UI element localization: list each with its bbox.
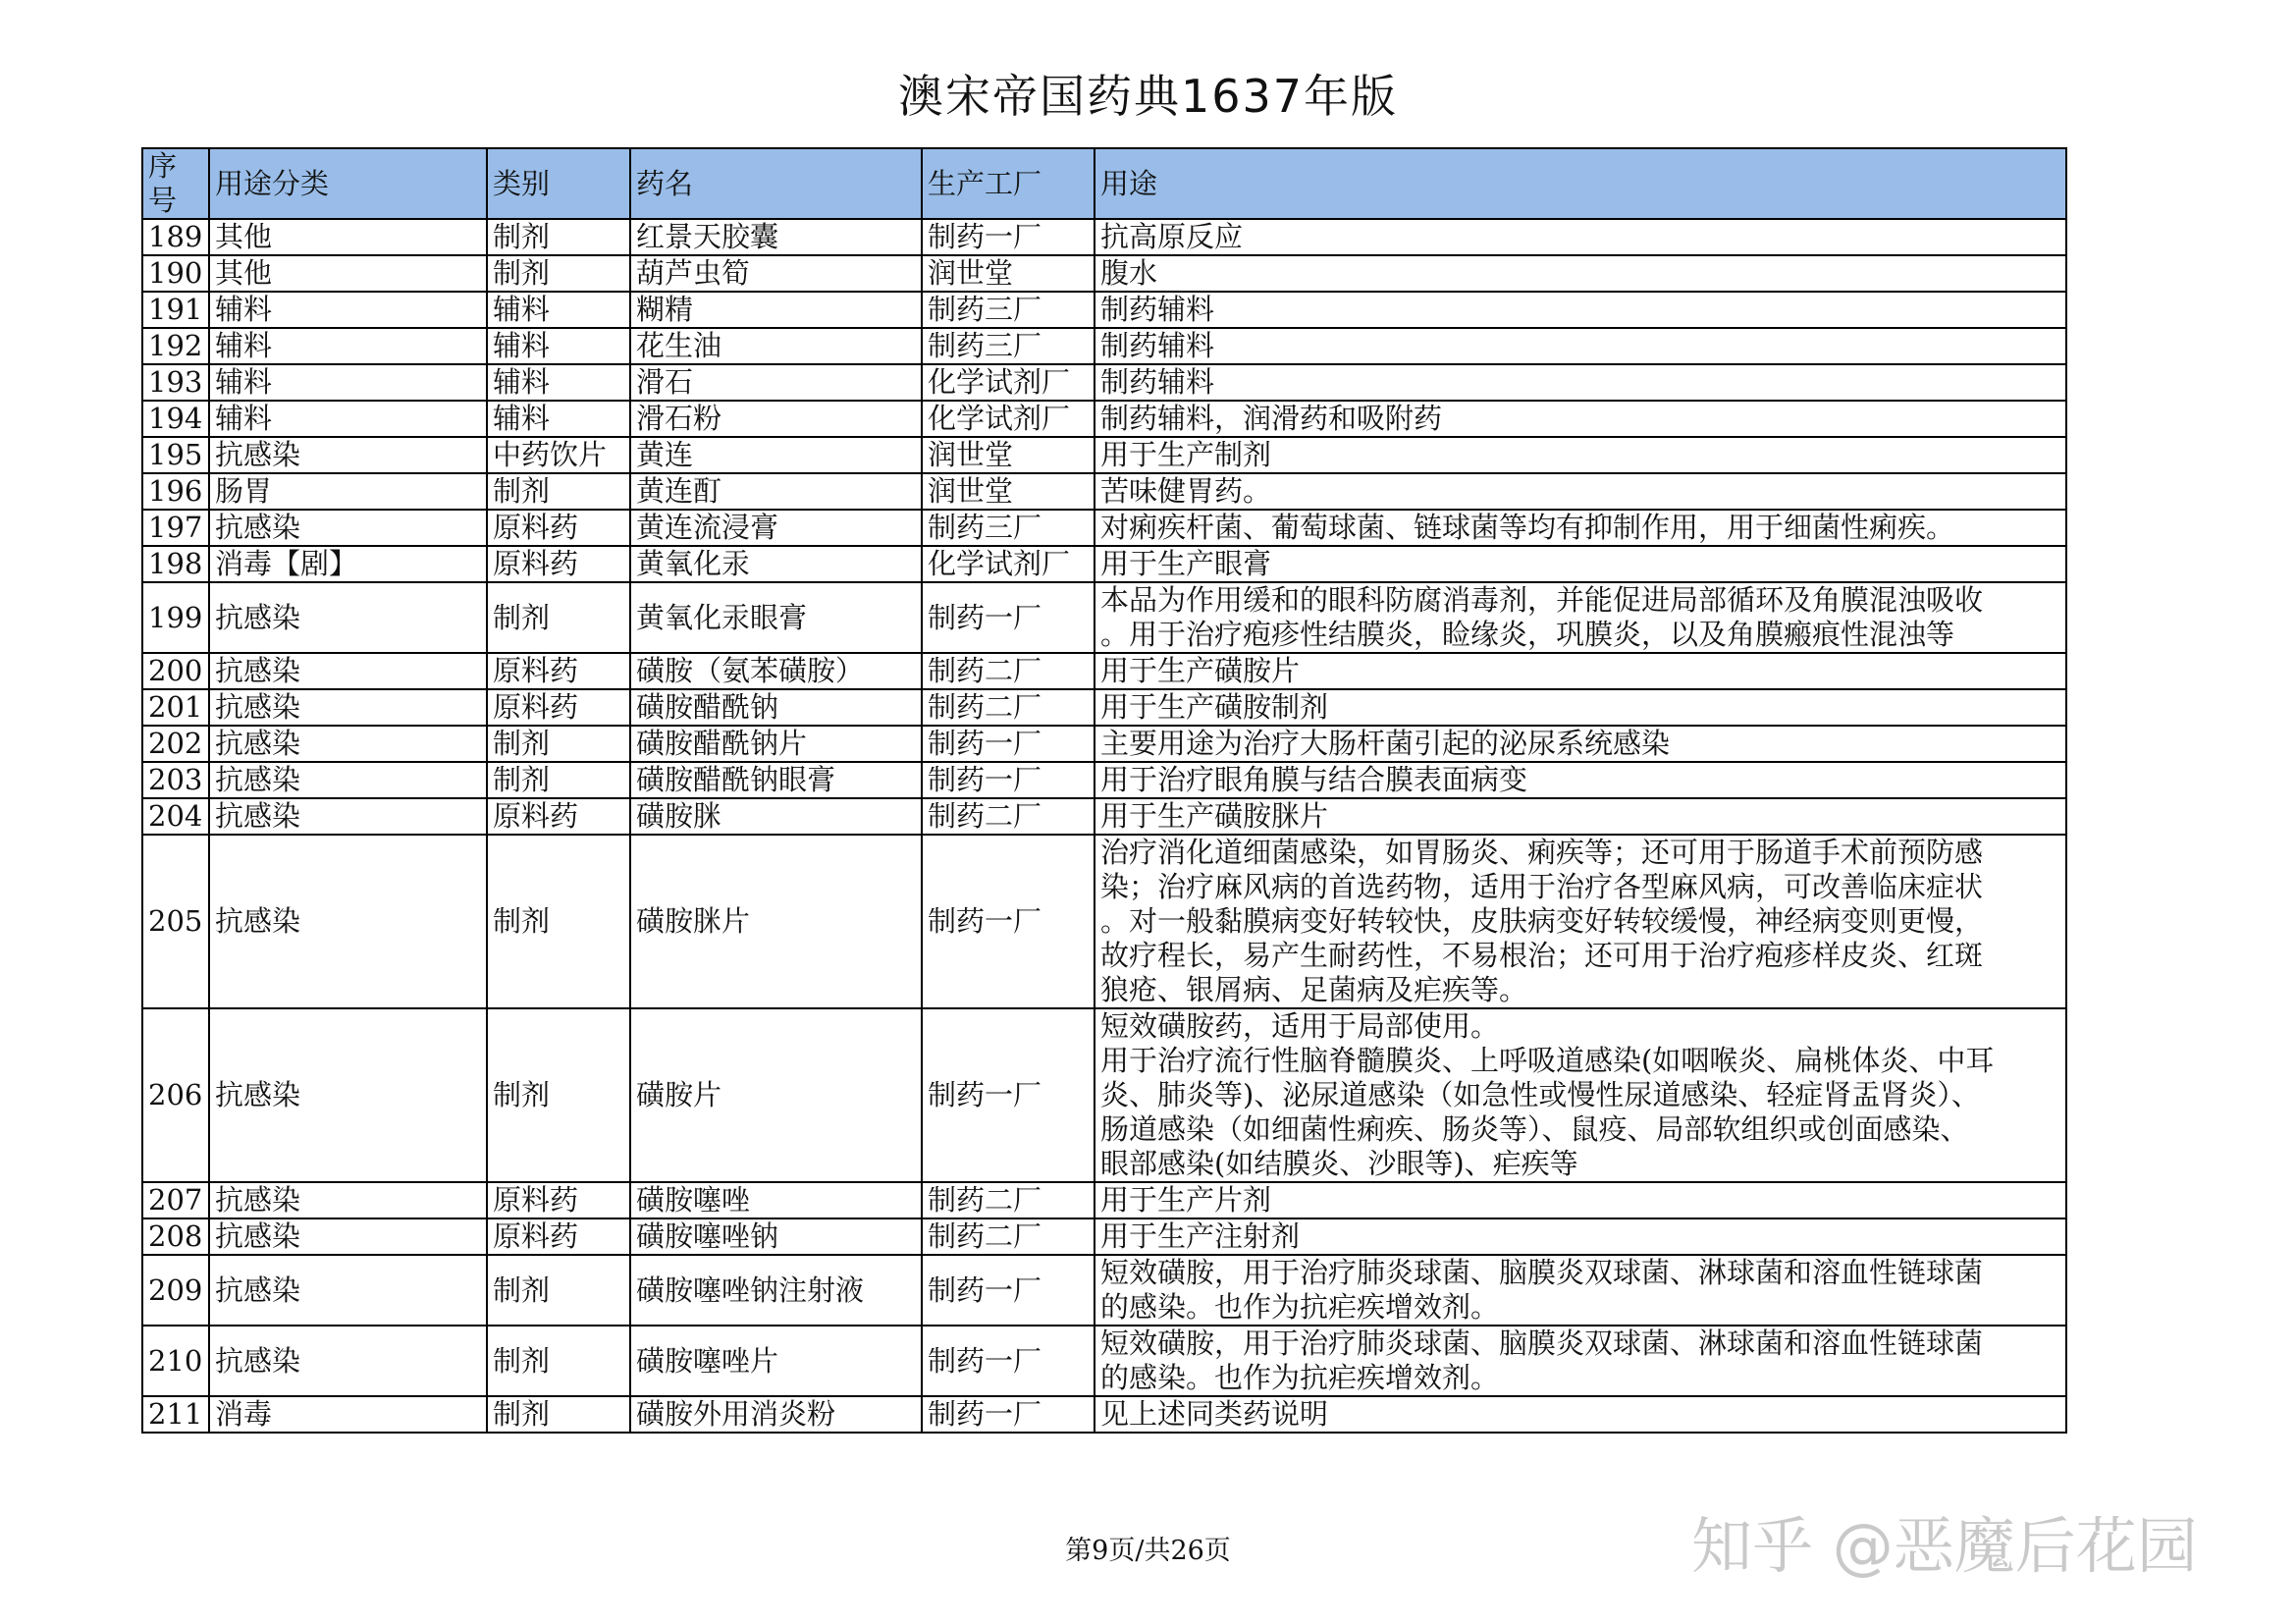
cell-type: 制剂 xyxy=(487,726,630,762)
cell-type: 制剂 xyxy=(487,1255,630,1326)
cell-index: 192 xyxy=(142,328,209,364)
cell-usage-category: 抗感染 xyxy=(209,1326,487,1396)
cell-usage: 用于治疗眼角膜与结合膜表面病变 xyxy=(1095,762,2066,798)
cell-type: 中药饮片 xyxy=(487,437,630,473)
cell-index: 209 xyxy=(142,1255,209,1326)
page-title: 澳宋帝国药典1637年版 xyxy=(897,70,1399,123)
cell-usage: 主要用途为治疗大肠杆菌引起的泌尿系统感染 xyxy=(1095,726,2066,762)
cell-usage-category: 辅料 xyxy=(209,328,487,364)
cell-usage-category: 抗感染 xyxy=(209,762,487,798)
cell-usage: 抗高原反应 xyxy=(1095,219,2066,255)
cell-factory: 制药一厂 xyxy=(922,1396,1095,1433)
cell-type: 制剂 xyxy=(487,582,630,653)
cell-type: 制剂 xyxy=(487,762,630,798)
table-row xyxy=(142,1255,2066,1326)
cell-type: 辅料 xyxy=(487,292,630,328)
drug-table xyxy=(141,147,2067,1434)
cell-factory: 化学试剂厂 xyxy=(922,401,1095,437)
cell-index: 197 xyxy=(142,510,209,546)
cell-factory: 润世堂 xyxy=(922,473,1095,510)
cell-usage-category: 辅料 xyxy=(209,401,487,437)
table-row xyxy=(142,292,2066,328)
cell-index: 193 xyxy=(142,364,209,401)
cell-usage: 制药辅料 xyxy=(1095,364,2066,401)
cell-drug-name: 黄连酊 xyxy=(630,473,922,510)
cell-type: 辅料 xyxy=(487,328,630,364)
cell-drug-name: 磺胺醋酰钠片 xyxy=(630,726,922,762)
cell-factory: 化学试剂厂 xyxy=(922,546,1095,582)
cell-type: 原料药 xyxy=(487,689,630,726)
cell-type: 制剂 xyxy=(487,473,630,510)
cell-index: 196 xyxy=(142,473,209,510)
cell-usage-category: 抗感染 xyxy=(209,835,487,1008)
cell-drug-name: 滑石粉 xyxy=(630,401,922,437)
cell-usage: 短效磺胺，用于治疗肺炎球菌、脑膜炎双球菌、淋球菌和溶血性链球菌 的感染。也作为抗疟疾增效剂。 xyxy=(1095,1326,2066,1396)
table-row xyxy=(142,1008,2066,1182)
cell-usage-category: 消毒 xyxy=(209,1396,487,1433)
cell-factory: 制药三厂 xyxy=(922,328,1095,364)
column-header-factory: 生产工厂 xyxy=(922,148,1095,219)
cell-drug-name: 滑石 xyxy=(630,364,922,401)
cell-factory: 制药一厂 xyxy=(922,1255,1095,1326)
cell-factory: 制药二厂 xyxy=(922,689,1095,726)
cell-drug-name: 磺胺噻唑钠注射液 xyxy=(630,1255,922,1326)
cell-factory: 制药一厂 xyxy=(922,762,1095,798)
cell-factory: 制药二厂 xyxy=(922,1218,1095,1255)
cell-usage: 见上述同类药说明 xyxy=(1095,1396,2066,1433)
table-row xyxy=(142,437,2066,473)
table-row xyxy=(142,401,2066,437)
cell-index: 189 xyxy=(142,219,209,255)
cell-index: 200 xyxy=(142,653,209,689)
table-row xyxy=(142,798,2066,835)
cell-usage: 本品为作用缓和的眼科防腐消毒剂，并能促进局部循环及角膜混浊吸收 。用于治疗疱疹性结膜炎，睑缘炎，巩膜炎，以及角膜瘢痕性混浊等 xyxy=(1095,582,2066,653)
cell-usage: 用于生产制剂 xyxy=(1095,437,2066,473)
cell-type: 原料药 xyxy=(487,1218,630,1255)
table-row xyxy=(142,546,2066,582)
cell-usage-category: 抗感染 xyxy=(209,1218,487,1255)
cell-usage-category: 抗感染 xyxy=(209,1255,487,1326)
table-row xyxy=(142,364,2066,401)
cell-usage-category: 辅料 xyxy=(209,364,487,401)
cell-factory: 润世堂 xyxy=(922,255,1095,292)
cell-factory: 制药三厂 xyxy=(922,510,1095,546)
cell-usage: 用于生产磺胺脒片 xyxy=(1095,798,2066,835)
column-header-usage: 用途 xyxy=(1095,148,2066,219)
cell-usage: 用于生产磺胺制剂 xyxy=(1095,689,2066,726)
cell-usage: 短效磺胺药，适用于局部使用。 用于治疗流行性脑脊髓膜炎、上呼吸道感染(如咽喉炎、扁桃体炎、中耳 炎、肺炎等)、泌尿道感染（如急性或慢性尿道感染、轻症肾盂肾炎）、 肠道感染（如细菌性痢疾、肠炎等）、鼠疫、局部软组织或创面感染、 眼部感染(如结膜炎、沙眼等)、疟疾等 xyxy=(1095,1008,2066,1182)
cell-drug-name: 磺胺噻唑 xyxy=(630,1182,922,1218)
cell-type: 原料药 xyxy=(487,1182,630,1218)
cell-usage: 用于生产注射剂 xyxy=(1095,1218,2066,1255)
cell-usage: 短效磺胺，用于治疗肺炎球菌、脑膜炎双球菌、淋球菌和溶血性链球菌 的感染。也作为抗疟疾增效剂。 xyxy=(1095,1255,2066,1326)
cell-usage: 用于生产片剂 xyxy=(1095,1182,2066,1218)
column-header-usage-category: 用途分类 xyxy=(209,148,487,219)
table-row xyxy=(142,762,2066,798)
cell-factory: 制药二厂 xyxy=(922,798,1095,835)
cell-factory: 制药三厂 xyxy=(922,292,1095,328)
cell-usage: 对痢疾杆菌、葡萄球菌、链球菌等均有抑制作用，用于细菌性痢疾。 xyxy=(1095,510,2066,546)
cell-usage-category: 辅料 xyxy=(209,292,487,328)
cell-drug-name: 红景天胶囊 xyxy=(630,219,922,255)
cell-usage-category: 抗感染 xyxy=(209,437,487,473)
cell-drug-name: 磺胺脒 xyxy=(630,798,922,835)
cell-type: 制剂 xyxy=(487,219,630,255)
watermark: 知乎 @恶魔后花园 xyxy=(1691,1510,2198,1582)
cell-index: 198 xyxy=(142,546,209,582)
cell-drug-name: 磺胺片 xyxy=(630,1008,922,1182)
cell-type: 原料药 xyxy=(487,510,630,546)
cell-index: 194 xyxy=(142,401,209,437)
table-row xyxy=(142,835,2066,1008)
table-row xyxy=(142,689,2066,726)
cell-drug-name: 磺胺醋酰钠 xyxy=(630,689,922,726)
cell-index: 199 xyxy=(142,582,209,653)
cell-drug-name: 黄氧化汞 xyxy=(630,546,922,582)
cell-drug-name: 磺胺脒片 xyxy=(630,835,922,1008)
cell-type: 辅料 xyxy=(487,364,630,401)
cell-index: 211 xyxy=(142,1396,209,1433)
table-row xyxy=(142,473,2066,510)
cell-factory: 制药二厂 xyxy=(922,653,1095,689)
cell-factory: 制药二厂 xyxy=(922,1182,1095,1218)
table-row xyxy=(142,1182,2066,1218)
table-row xyxy=(142,219,2066,255)
cell-index: 190 xyxy=(142,255,209,292)
cell-index: 207 xyxy=(142,1182,209,1218)
cell-type: 制剂 xyxy=(487,1008,630,1182)
cell-index: 204 xyxy=(142,798,209,835)
cell-drug-name: 磺胺噻唑钠 xyxy=(630,1218,922,1255)
cell-factory: 制药一厂 xyxy=(922,1008,1095,1182)
cell-usage: 制药辅料 xyxy=(1095,328,2066,364)
cell-drug-name: 磺胺外用消炎粉 xyxy=(630,1396,922,1433)
cell-drug-name: 黄氧化汞眼膏 xyxy=(630,582,922,653)
table-row xyxy=(142,582,2066,653)
cell-usage-category: 肠胃 xyxy=(209,473,487,510)
cell-usage-category: 抗感染 xyxy=(209,582,487,653)
cell-type: 制剂 xyxy=(487,835,630,1008)
table-row xyxy=(142,510,2066,546)
cell-usage: 治疗消化道细菌感染，如胃肠炎、痢疾等；还可用于肠道手术前预防感 染；治疗麻风病的首选药物，适用于治疗各型麻风病，可改善临床症状 。对一般黏膜病变好转较快，皮肤病变好转较缓慢，神经病变则更慢， 故疗程长，易产生耐药性，不易根治；还可用于治疗疱疹样皮炎、红斑 狼疮、银屑病、足菌病及疟疾等。 xyxy=(1095,835,2066,1008)
cell-usage-category: 抗感染 xyxy=(209,653,487,689)
cell-index: 205 xyxy=(142,835,209,1008)
table-body xyxy=(142,219,2066,1433)
cell-usage-category: 抗感染 xyxy=(209,1008,487,1182)
cell-usage: 用于生产磺胺片 xyxy=(1095,653,2066,689)
cell-usage-category: 抗感染 xyxy=(209,510,487,546)
table-row xyxy=(142,255,2066,292)
cell-factory: 润世堂 xyxy=(922,437,1095,473)
header-row xyxy=(142,148,2066,219)
cell-factory: 制药一厂 xyxy=(922,835,1095,1008)
table-row xyxy=(142,1396,2066,1433)
cell-index: 206 xyxy=(142,1008,209,1182)
cell-usage: 制药辅料，润滑药和吸附药 xyxy=(1095,401,2066,437)
cell-type: 原料药 xyxy=(487,546,630,582)
table-row xyxy=(142,1218,2066,1255)
cell-factory: 制药一厂 xyxy=(922,1326,1095,1396)
cell-drug-name: 葫芦虫筍 xyxy=(630,255,922,292)
column-header-drug-name: 药名 xyxy=(630,148,922,219)
cell-index: 202 xyxy=(142,726,209,762)
cell-index: 203 xyxy=(142,762,209,798)
cell-type: 辅料 xyxy=(487,401,630,437)
cell-drug-name: 磺胺（氨苯磺胺） xyxy=(630,653,922,689)
page-footer: 第9页/共26页 xyxy=(1065,1536,1231,1566)
cell-usage: 腹水 xyxy=(1095,255,2066,292)
cell-usage: 用于生产眼膏 xyxy=(1095,546,2066,582)
cell-index: 210 xyxy=(142,1326,209,1396)
cell-usage-category: 消毒【剧】 xyxy=(209,546,487,582)
cell-usage-category: 抗感染 xyxy=(209,1182,487,1218)
cell-usage: 制药辅料 xyxy=(1095,292,2066,328)
table-row xyxy=(142,726,2066,762)
table-row xyxy=(142,1326,2066,1396)
cell-usage: 苦味健胃药。 xyxy=(1095,473,2066,510)
cell-usage-category: 抗感染 xyxy=(209,689,487,726)
cell-drug-name: 黄连 xyxy=(630,437,922,473)
cell-type: 制剂 xyxy=(487,1326,630,1396)
table-row xyxy=(142,328,2066,364)
cell-index: 195 xyxy=(142,437,209,473)
cell-factory: 制药一厂 xyxy=(922,219,1095,255)
cell-index: 201 xyxy=(142,689,209,726)
cell-type: 制剂 xyxy=(487,1396,630,1433)
cell-index: 208 xyxy=(142,1218,209,1255)
column-header-type: 类别 xyxy=(487,148,630,219)
cell-drug-name: 磺胺醋酰钠眼膏 xyxy=(630,762,922,798)
cell-usage-category: 抗感染 xyxy=(209,798,487,835)
cell-factory: 制药一厂 xyxy=(922,726,1095,762)
cell-usage-category: 其他 xyxy=(209,219,487,255)
cell-type: 制剂 xyxy=(487,255,630,292)
table-row xyxy=(142,653,2066,689)
cell-drug-name: 黄连流浸膏 xyxy=(630,510,922,546)
cell-type: 原料药 xyxy=(487,798,630,835)
cell-drug-name: 花生油 xyxy=(630,328,922,364)
cell-drug-name: 磺胺噻唑片 xyxy=(630,1326,922,1396)
cell-drug-name: 糊精 xyxy=(630,292,922,328)
cell-factory: 制药一厂 xyxy=(922,582,1095,653)
cell-usage-category: 其他 xyxy=(209,255,487,292)
cell-factory: 化学试剂厂 xyxy=(922,364,1095,401)
cell-type: 原料药 xyxy=(487,653,630,689)
cell-usage-category: 抗感染 xyxy=(209,726,487,762)
column-header-index: 序号 xyxy=(142,148,209,219)
cell-index: 191 xyxy=(142,292,209,328)
